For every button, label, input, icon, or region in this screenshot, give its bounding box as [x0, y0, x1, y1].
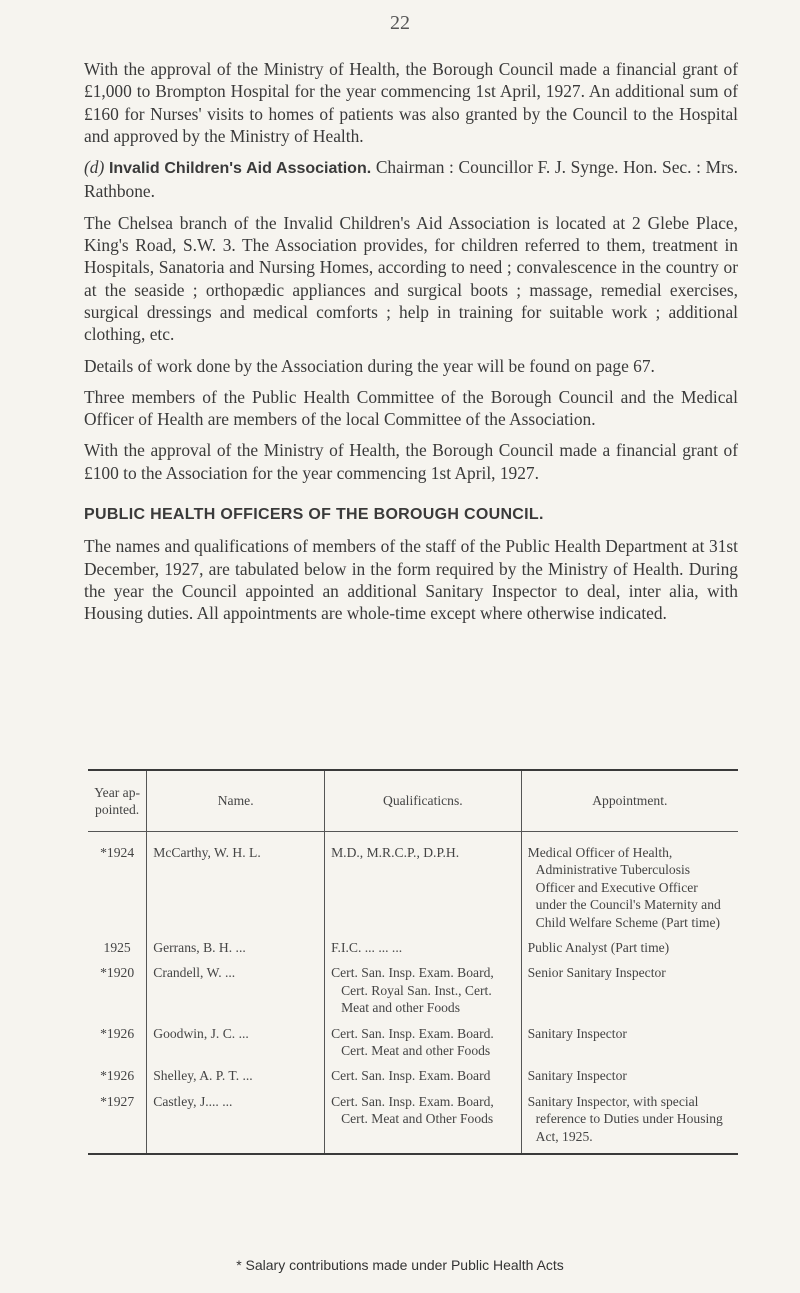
staff-table	[88, 769, 738, 1155]
table-row	[88, 1067, 738, 1092]
cell-qualifications: Cert. San. Insp. Exam. Board, Cert. Meat and Other Foods	[325, 1093, 522, 1154]
cell-year: *1926	[100, 1025, 135, 1041]
association-heading: Invalid Children's Aid Association.	[108, 160, 372, 178]
table-row	[88, 832, 738, 940]
paragraph-icaa-services: The Chelsea branch of the Invalid Children's Aid Association is located at 2 Glebe Place, King's Road, S.W. 3. The Association provides, for children referred to them, treatment in Hospitals, Sanatoria and Nursing Homes, according to need ; convalescence in the country or at the seaside ; orthopædic appliances and surgical boots ; massage, remedial exercises, surgical dressings and medical comforts ; help in training for suitable work ; additional clothing, etc.	[84, 212, 738, 345]
paragraph-icaa-grant: With the approval of the Ministry of Health, the Borough Council made a financial grant of £100 to the Association for the year commencing 1st April, 1927.	[84, 440, 738, 483]
paragraph-icaa-details: Details of work done by the Association during the year will be found on page 67.	[84, 355, 655, 376]
cell-qualifications: F.I.C. ... ... ...	[325, 939, 522, 964]
header-year: Year ap- pointed.	[88, 770, 147, 832]
cell-name: Crandell, W. ...	[147, 964, 325, 1024]
cell-name: McCarthy, W. H. L.	[147, 832, 325, 940]
body-text	[84, 58, 738, 634]
cell-year: *1927	[100, 1093, 135, 1109]
cell-year: *1924	[100, 845, 135, 860]
section-heading: PUBLIC HEALTH OFFICERS OF THE BOROUGH COUNCIL.	[84, 506, 544, 524]
cell-appointment: Sanitary Inspector	[521, 1067, 738, 1092]
table-row	[88, 964, 738, 1024]
cell-appointment: Medical Officer of Health, Administrative Tuberculosis Officer and Executive Officer under the Council's Maternity and Child Welfare Scheme (Part time)	[521, 832, 738, 940]
cell-qualifications: Cert. San. Insp. Exam. Board, Cert. Royal San. Inst., Cert. Meat and other Foods	[325, 964, 522, 1024]
table-row	[88, 1025, 738, 1068]
header-qualifications: Qualificaticns.	[325, 770, 522, 832]
cell-year: *1920	[100, 965, 135, 981]
association-officers: Chairman : Councillor F. J. Synge. Hon. Sec. : Mrs. Rathbone.	[84, 157, 738, 202]
table-row	[88, 1093, 738, 1154]
cell-qualifications: Cert. San. Insp. Exam. Board. Cert. Meat and other Foods	[325, 1025, 522, 1068]
cell-name: Shelley, A. P. T. ...	[147, 1067, 325, 1092]
paragraph-icaa-officers	[84, 156, 738, 203]
header-appointment: Appointment.	[521, 770, 738, 832]
cell-appointment: Sanitary Inspector, with special reference to Duties under Housing Act, 1925.	[521, 1093, 738, 1154]
paragraph-icaa-committee: Three members of the Public Health Committee of the Borough Council and the Medical Officer of Health are members of the local Committee of the Association.	[84, 386, 738, 430]
paragraph-staff-intro: The names and qualifications of members of the staff of the Public Health Department at 31st December, 1927, are tabulated below in the form required by the Ministry of Health. During the year the Council appointed an additional Sanitary Inspector to deal, inter alia, with Housing duties. All appointments are whole-time except where otherwise indicated.	[84, 536, 738, 624]
section-letter: (d)	[84, 157, 105, 178]
cell-appointment: Sanitary Inspector	[521, 1025, 738, 1068]
cell-name: Gerrans, B. H. ...	[147, 939, 325, 964]
table-footnote: * Salary contributions made under Public Health Acts	[236, 1257, 564, 1273]
cell-qualifications: Cert. San. Insp. Exam. Board	[325, 1067, 522, 1092]
cell-appointment: Public Analyst (Part time)	[521, 939, 738, 964]
paragraph-brompton-grant: With the approval of the Ministry of Health, the Borough Council made a financial grant of £1,000 to Brompton Hospital for the year commencing 1st April, 1927. An additional sum of £160 for Nurses' visits to homes of patients was also granted by the Council to the Hospital and approved by the Ministry of Health.	[84, 59, 738, 146]
table-row	[88, 939, 738, 964]
cell-name: Castley, J.... ...	[147, 1093, 325, 1154]
cell-qualifications: M.D., M.R.C.P., D.P.H.	[325, 832, 522, 940]
header-name: Name.	[147, 770, 325, 832]
cell-name: Goodwin, J. C. ...	[147, 1025, 325, 1068]
cell-appointment: Senior Sanitary Inspector	[521, 964, 738, 1024]
cell-year: 1925	[103, 940, 131, 956]
cell-year: *1926	[100, 1068, 135, 1084]
page-number: 22	[390, 12, 410, 34]
table-header-row	[88, 770, 738, 832]
